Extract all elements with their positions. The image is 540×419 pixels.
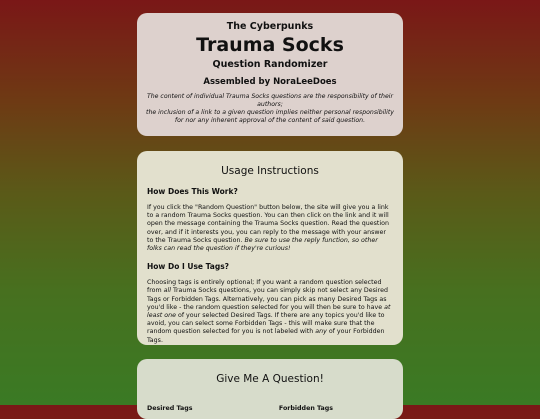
tags-emph-all: all: [163, 287, 172, 295]
forbidden-tags-label: Forbidden Tags: [278, 405, 333, 412]
usage-title: Usage Instructions: [221, 165, 319, 177]
author-credit: Assembled by NoraLeeDoes: [203, 77, 337, 87]
disclaimer: [145, 93, 395, 125]
tags-emph-at-least-one: at least one: [147, 303, 391, 320]
group-name: The Cyberpunks: [226, 21, 314, 32]
tags-body-d: of your Forbidden Tags.: [147, 328, 385, 344]
disclaimer-line-2: the inclusion of a link to a given question implies neither personal responsibility for nor any inherent approval of the content of said question.: [146, 109, 394, 124]
faq-how-it-works-text: [147, 204, 393, 253]
tags-body-c: of your selected Desired Tags. If there are any topics you'd like to avoid, you can select some Forbidden Tags - this will make sure that the random question selected for you is not labeled with: [147, 312, 385, 336]
page-subtitle: Question Randomizer: [212, 59, 328, 70]
tags-body-a: Choosing tags is entirely optional; If you want a random question selected from: [147, 279, 382, 295]
question-section-title: Give Me A Question!: [216, 373, 324, 385]
tags-emph-any: any: [315, 328, 327, 336]
header-card: [137, 13, 403, 136]
reply-reminder: Be sure to use the reply function, so other folks can read the question if they're curious!: [147, 236, 378, 253]
page-title: Trauma Socks: [196, 34, 344, 56]
how-it-works-body: If you click the "Random Question" button below, the site will give you a link to a random Trauma Socks question. You can then click on the link and it will open the message containing the Trauma Socks question. Read the question over, and if it interests you, you can reply to the message with your answer to the Trauma Socks question.: [147, 204, 389, 244]
question-card: [137, 359, 403, 419]
tags-body-b: Trauma Socks questions, you can simply skip not select any Desired Tags or Forbidden Tags. Alternatively, you can pick as many Desired Tags as you'd like - the random question selected for you will then be sure to have: [147, 287, 389, 311]
desired-tags-label: Desired Tags: [147, 405, 193, 412]
usage-card: [137, 151, 403, 345]
faq-tags-text: [147, 279, 393, 345]
faq-tags-heading: How Do I Use Tags?: [147, 262, 230, 272]
disclaimer-line-1: The content of individual Trauma Socks questions are the responsibility of their authors;: [146, 93, 394, 108]
faq-how-it-works-heading: How Does This Work?: [147, 187, 238, 196]
